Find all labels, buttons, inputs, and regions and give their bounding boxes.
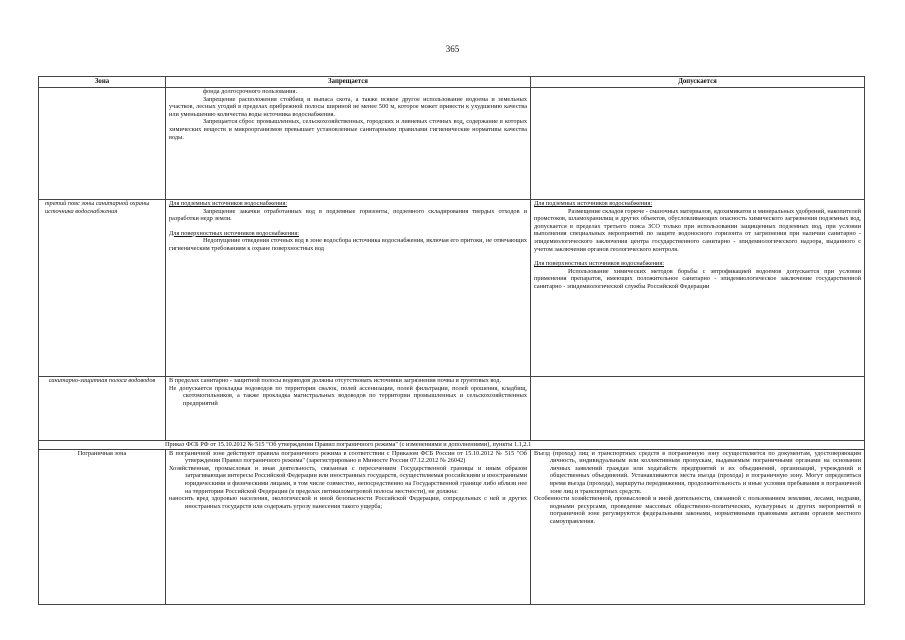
paragraph: Использование химических методов борьбы с эвтрофикацией водоемов допускается при условии применения препаратов, имеющих положительное санитарно - эпидемиологическое заключение государственной санитарно - эпидемиологической службы Российской Федерации	[534, 267, 861, 290]
prohibited-cell	[166, 377, 531, 441]
paragraph: Размещение складов горюче - смазочных материалов, ядохимикатов и минеральных удобрений, накопителей промстоков, шламохранилищ и других объектов, обусловливающих опасность химического загрязнения подземных вод, допускается в пределах третьего пояса ЗСО только при использовании защищенных подземных вод, при условии выполнения специальных мероприятий по защите водоносного горизонта от загрязнения при наличии санитарно - эпидемиологического заключения центра государственного санитарно - эпидемиологического надзора, выданного с учетом заключения органов геологического контроля.	[534, 207, 861, 253]
header-prohibited: Запрещается	[166, 77, 531, 88]
paragraph: Въезд (проход) лиц и транспортных средств в пограничную зону осуществляется по документам, удостоверяющим личность, индивидуальным или коллективным пропускам, выдаваемым пограничными органами на основании личных заявлений граждан или ходатайств предприятий и их объединений, организаций, учреждений и общественных объединений. Устанавливаются места въезда (прохода) в пограничную зону. Могут определяться время въезда (прохода), маршруты передвижения, продолжительность и иные условия пребывания в пограничной зоне лиц и транспортных средств.	[534, 449, 861, 495]
subheading: Для подземных источников водоснабжения:	[169, 200, 288, 207]
zone-cell: Пограничная зона	[39, 449, 166, 604]
zone-cell	[39, 88, 166, 200]
subheading: Для поверхностных источников водоснабжения:	[534, 260, 665, 268]
subheading: Для подземных источников водоснабжения:	[534, 200, 653, 207]
legal-basis-cell: Приказ ФСБ РФ от 15.10.2012 № 515 "Об утверждении Правил пограничного режима" (с изменениями и дополнениями), пункты 1.1,2.1	[39, 441, 865, 450]
table-row	[39, 441, 865, 450]
table-row	[39, 449, 865, 604]
header-zone: Зона	[39, 77, 166, 88]
table-header-row	[39, 77, 865, 88]
paragraph: Запрещение расположения стойбищ и выпаса скота, а также всякое другое использование водоема и земельных участков, лесных угодий в пределах прибрежной полосы шириной не менее 500 м, которое может привести к ухудшению качества или уменьшению количества воды источника водоснабжения.	[169, 95, 527, 118]
subheading: Для поверхностных источников водоснабжения:	[169, 229, 300, 237]
page-number: 365	[445, 44, 460, 54]
prohibited-cell	[166, 200, 531, 377]
allowed-cell	[531, 377, 865, 441]
regulations-table	[38, 76, 865, 605]
prohibited-cell	[166, 449, 531, 604]
paragraph: Хозяйственная, промысловая и иная деятельность, связанная с пересечением Государственной границы и иным образом затрагивающая интересы Российской Федерации или иностранных государств, осуществляемая российскими и иностранными юридическими и физическими лицами, в том числе совместно, непосредственно на Государственной границе либо вблизи нее на территории Российской Федерации (в пределах пятикилометровой полосы местности), не должна:	[169, 464, 527, 495]
allowed-cell	[531, 200, 865, 377]
paragraph: наносить вред здоровью населения, экологической и иной безопасности Российской Федерации, сопредельных с ней и других иностранных государств или содержать угрозу нанесения такого ущерба;	[169, 495, 527, 510]
table-row	[39, 377, 865, 441]
paragraph: В пограничной зоне действуют правила пограничного режима в соответствии с Приказом ФСБ России от 15.10.2012 № 515 "Об утверждении Правил пограничного режима" (зарегистрировано в Минюсте России 07.12.2012 № 26042)	[169, 449, 527, 465]
header-allowed: Допускается	[531, 77, 865, 88]
paragraph: Не допускается прокладка водоводов по территории свалок, полей ассенизации, полей фильтрации, полей орошения, кладбищ, скотомогильников, а также прокладка магистральных водоводов по территории промышленных и сельскохозяйственных предприятий	[169, 384, 527, 407]
prohibited-cell	[166, 88, 531, 200]
zone-cell: санитарно-защитная полоса водоводов	[39, 377, 166, 441]
zone-cell: третий пояс зоны санитарной охраны источника водоснабжения	[39, 200, 166, 377]
allowed-cell	[531, 88, 865, 200]
paragraph: Запрещается сброс промышленных, сельскохозяйственных, городских и ливневых сточных вод, содержание в которых химических веществ и микроорганизмов превышает установленные санитарными правилами гигиенические нормативы качества воды.	[169, 118, 527, 141]
paragraph: В пределах санитарно - защитной полосы водоводов должны отсутствовать источники загрязнения почвы и грунтовых вод.	[169, 377, 502, 384]
table-row	[39, 88, 865, 200]
paragraph: Особенности хозяйственной, промысловой и иной деятельности, связанной с пользованием землями, лесами, недрами, водными ресурсами, проведение массовых общественно-политических, культурных и других мероприятий в пограничной зоне регулируются федеральными законами, нормативными правовыми актами органов местного самоуправления.	[534, 495, 861, 525]
allowed-cell	[531, 449, 865, 604]
table-row	[39, 200, 865, 377]
paragraph: Запрещение закачки отработанных вод в подземные горизонты, подземного складирования твердых отходов и разработки недр земли.	[169, 207, 527, 223]
paragraph: фонда долгосрочного пользования.	[203, 88, 298, 95]
paragraph: Недопущение отведения сточных вод в зоне водосбора источника водоснабжения, включая его притоки, не отвечающих гигиеническим требованиям к охране поверхностных вод	[169, 237, 527, 252]
